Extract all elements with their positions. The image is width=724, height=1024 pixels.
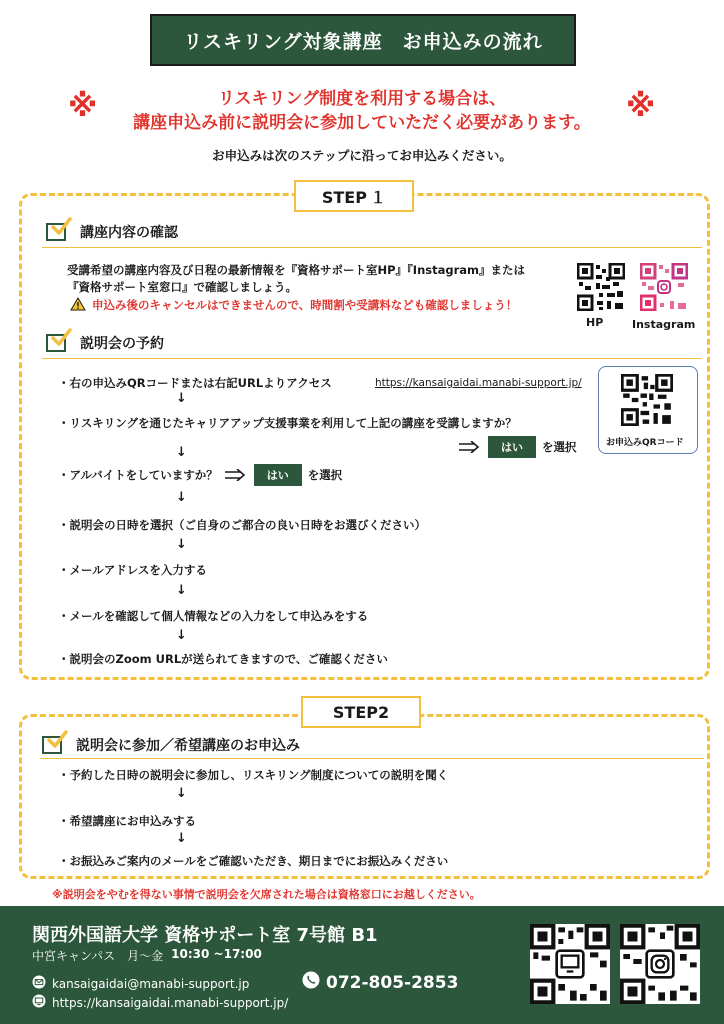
select-label: を選択 — [542, 440, 577, 454]
intro-text: お申込みは次のステップに沿ってお申込みください。 — [212, 148, 512, 163]
instagram-qr-code[interactable] — [640, 263, 688, 311]
phone-number[interactable]: 072-805-2853 — [326, 972, 459, 993]
office-hours: 10:30 ~17:00 — [171, 947, 262, 961]
reservation-step-5: ・メールアドレスを入力する — [58, 563, 207, 577]
checkbox-icon — [42, 736, 62, 754]
flow-arrow: ↓ — [176, 490, 187, 505]
course-check-line-1: 受講希望の講座内容及び日程の最新情報を『資格サポート室HP』『Instagram』または — [67, 263, 526, 277]
website-url[interactable]: https://kansaigaidai.manabi-support.jp/ — [52, 995, 289, 1010]
flow-arrow: ↓ — [176, 831, 187, 846]
instagram-qr-label: Instagram — [632, 318, 696, 331]
footer-hp-qr-code[interactable] — [530, 924, 610, 1004]
select-label: を選択 — [307, 468, 343, 482]
monitor-icon — [32, 994, 46, 1011]
section-course-check-title: 講座内容の確認 — [80, 225, 178, 241]
apply-qr-caption: お申込みQRコード — [606, 438, 684, 448]
hours-row — [32, 947, 262, 964]
kome-mark-left: ※ — [68, 89, 98, 124]
flow-arrow: ↓ — [176, 786, 187, 801]
footer-instagram-qr-code[interactable] — [620, 924, 700, 1004]
warning-line-1: リスキリング制度を利用する場合は、 — [217, 89, 507, 109]
section-reservation-title: 説明会の予約 — [80, 336, 164, 352]
caution-row — [70, 296, 517, 315]
office-name: 関西外国語大学 資格サポート室 7号館 B1 — [32, 925, 378, 946]
warning-triangle-icon — [70, 296, 86, 315]
section-divider — [42, 358, 702, 359]
flow-arrow: ↓ — [176, 583, 187, 598]
email-row — [32, 975, 249, 992]
section-course-check-heading — [46, 222, 178, 242]
step2-item-1: ・予約した日時の説明会に参加し、リスキリング制度についての説明を聞く — [58, 768, 449, 782]
step2-item-2: ・希望講座にお申込みする — [58, 814, 196, 828]
reservation-step-7: ・説明会のZoom URLが送られてきますので、ご確認ください — [58, 652, 388, 666]
section-divider — [42, 247, 702, 248]
website-row — [32, 994, 288, 1011]
reservation-step-6: ・メールを確認して個人情報などの入力をして申込みをする — [58, 609, 369, 623]
campus-days: 中宮キャンパス 月〜金 — [32, 949, 164, 963]
section-divider — [40, 758, 704, 759]
reservation-step-2: ・リスキリングを通じたキャリアアップ支援事業を利用して上記の講座を受講しますか？ — [58, 416, 517, 430]
phone-row — [302, 971, 458, 994]
select-yes-row-1 — [458, 436, 577, 458]
course-check-line-2: 『資格サポート室窓口』で確認しましょう。 — [67, 280, 297, 294]
reservation-step-1: ・右の申込みQRコードまたは右記URLよりアクセス — [58, 376, 332, 390]
phone-icon — [302, 971, 320, 994]
kome-mark-right: ※ — [626, 89, 656, 124]
checkbox-icon — [46, 334, 66, 352]
step2-title: 説明会に参加／希望講座のお申込み — [76, 738, 300, 754]
reservation-step-3: ・アルバイトをしていますか？ — [58, 468, 218, 482]
double-arrow-icon — [458, 438, 480, 457]
double-arrow-icon — [224, 466, 246, 485]
checkbox-icon — [46, 223, 66, 241]
section-reservation-heading — [46, 333, 164, 353]
mail-icon — [32, 975, 46, 992]
yes-badge: はい — [254, 464, 302, 486]
absence-note: ※説明会をやむを得ない事情で説明会を欠席された場合は資格窓口にお越しください。 — [52, 888, 481, 901]
caution-text: 申込み後のキャンセルはできませんので、時間割や受講料なども確認しましょう！ — [92, 298, 518, 312]
flow-arrow: ↓ — [176, 391, 187, 406]
reservation-step-4: ・説明会の日時を選択（ご自身のご都合の良い日時をお選びください） — [58, 518, 426, 532]
email-address[interactable]: kansaigaidai@manabi-support.jp — [52, 976, 250, 991]
step2-heading — [42, 735, 300, 755]
page-title: リスキリング対象講座 お申込みの流れ — [150, 14, 576, 66]
step2-item-3: ・お振込みご案内のメールをご確認いただき、期日までにお振込みください — [58, 854, 449, 868]
yes-badge: はい — [488, 436, 536, 458]
step2-label: STEP2 — [301, 696, 421, 728]
hp-qr-label: HP — [586, 316, 604, 329]
flow-arrow: ↓ — [176, 445, 187, 460]
hp-qr-code[interactable] — [577, 263, 625, 311]
step1-label: STEP １ — [294, 180, 414, 212]
warning-line-2: 講座申込み前に説明会に参加していただく必要があります。 — [133, 113, 591, 133]
flow-arrow: ↓ — [176, 537, 187, 552]
flow-arrow: ↓ — [176, 628, 187, 643]
reservation-url-link[interactable]: https://kansaigaidai.manabi-support.jp/ — [375, 377, 582, 389]
apply-qr-code[interactable] — [621, 374, 673, 426]
reservation-step-3-row — [58, 464, 342, 486]
